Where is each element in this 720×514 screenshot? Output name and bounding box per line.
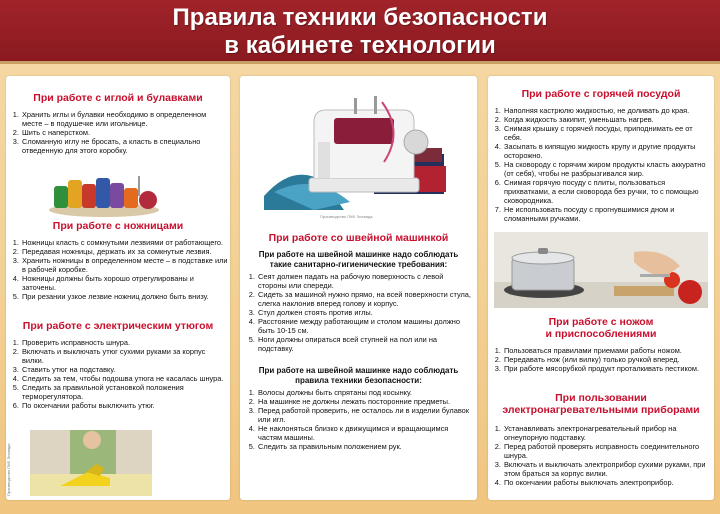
list-item: 2. Перед работой проверять исправность соединительного шнура.	[503, 442, 712, 460]
list-item: 5. Следить за правильным положением рук.	[257, 442, 472, 451]
title-line-2: в кабинете технологии	[224, 32, 496, 59]
list-item: 7. Не использовать посуду с прогнувшимися дном и сломанными ручками.	[503, 205, 712, 223]
list-item: 4. Следить за тем, чтобы подошва утюга не касалась шнура.	[21, 374, 228, 383]
list-item: 2. Сидеть за машиной нужно прямо, на всей поверхности стула, слегка наклонив вперед голову и корпус.	[257, 290, 472, 308]
list-item: 2. Включать и выключать утюг сухими руками за корпус вилки.	[21, 347, 228, 365]
list-item: 3. Ставить утюг на подставку.	[21, 365, 228, 374]
heading-knife-line-2: и приспособлениями	[545, 328, 657, 340]
heading-electric-line-1: При пользовании	[555, 392, 647, 404]
heading-sewing-machine: При работе со швейной машинкой	[268, 232, 449, 244]
heading-scissors: При работе с ножницами	[52, 220, 184, 232]
heading-hot-dishes: При работе с горячей посудой	[521, 88, 681, 100]
list-item: 4. Засыпать в кипящую жидкость крупу и другие продукты осторожно.	[503, 142, 712, 160]
list-item: 2. Передавая ножницы, держать их за сомкнутые лезвия.	[21, 247, 228, 256]
heading-electric	[488, 392, 714, 416]
list-item: 1. Волосы должны быть спрятаны под косынку.	[257, 388, 472, 397]
list-item: 3. Включать и выключать электроприбор сухими руками, при этом браться за корпус вилки.	[503, 460, 712, 478]
list-electric	[492, 424, 712, 487]
column-kitchen	[488, 76, 714, 500]
list-knife	[492, 346, 712, 373]
list-item: 2. Шить с наперстком.	[21, 128, 228, 137]
column-sewing-machine	[240, 76, 477, 500]
title-line-1: Правила техники безопасности	[172, 4, 548, 31]
page-title	[0, 4, 720, 60]
list-item: 3. Снимая крышку с горячей посуды, приподнимать ее от себя.	[503, 124, 712, 142]
list-item: 4. Расстояние между работающим и столом машины должно быть 10-15 см.	[257, 317, 472, 335]
list-item: 5. На сковороду с горячим жиром продукты класть аккуратно (от себя), чтобы не разбрызгивался жир.	[503, 160, 712, 178]
list-item: 5. Следить за правильной установкой положения терморегулятора.	[21, 383, 228, 401]
subheading-safety: При работе на швейной машинке надо соблюдать правила техники безопасности:	[258, 366, 459, 385]
list-item: 5. При резании узкое лезвие ножниц должно быть внизу.	[21, 292, 228, 301]
heading-knife	[488, 316, 714, 340]
heading-needles: При работе с иглой и булавками	[33, 92, 203, 104]
list-iron	[10, 338, 228, 410]
column-sewing-tools	[6, 76, 230, 500]
list-item: 4. Не наклоняться близко к движущимся и вращающимся частям машины.	[257, 424, 472, 442]
list-hot-dishes	[492, 106, 712, 223]
list-item: 6. По окончании работы выключить утюг.	[21, 401, 228, 410]
list-item: 2. Передавать нож (или вилку) только ручкой вперед.	[503, 355, 712, 364]
list-item: 1. Проверить исправность шнура.	[21, 338, 228, 347]
list-item: 2. На машинке не должны лежать посторонние предметы.	[257, 397, 472, 406]
list-item: 3. Стул должен стоять против иглы.	[257, 308, 472, 317]
list-item: 3. Сломанную иглу не бросать, а класть в специально отведенную для этого коробку.	[21, 137, 228, 155]
list-safety	[246, 388, 472, 451]
list-item: 3. При работе мясорубкой продукт проталкивать пестиком.	[503, 364, 712, 373]
list-scissors	[10, 238, 228, 301]
list-item: 1. Сеят должен падать на рабочую поверхность с левой стороны или спереди.	[257, 272, 472, 290]
kitchen-image	[494, 232, 708, 308]
side-credit: Производство ПКФ Эльвида	[6, 443, 11, 496]
thread-spools-image	[44, 168, 164, 218]
subheading-hygiene: При работе на швейной машинке надо соблюдать такие санитарно-гигиенические требования:	[258, 250, 459, 269]
list-hygiene	[246, 272, 472, 353]
list-item: 6. Снимая горячую посуду с плиты, пользоваться прихватками, а если сковорода без ручки, то с помощью сковородника.	[503, 178, 712, 205]
heading-iron: При работе с электрическим утюгом	[22, 320, 214, 332]
list-item: 3. Перед работой проверить, не осталось ли в изделии булавок или игл.	[257, 406, 472, 424]
iron-image	[30, 430, 152, 496]
image-credit: Производство ПКФ Эльвида	[320, 214, 373, 219]
heading-knife-line-1: При работе с ножом	[548, 316, 654, 328]
list-item: 3. Хранить ножницы в определенном месте – в подставке или в рабочей коробке.	[21, 256, 228, 274]
list-item: 4. По окончании работы выключать электроприбор.	[503, 478, 712, 487]
list-item: 2. Когда жидкость закипит, уменьшать нагрев.	[503, 115, 712, 124]
sewing-machine-image	[254, 92, 459, 212]
list-item: 1. Устанавливать электронагревательный прибор на огнеупорную подставку.	[503, 424, 712, 442]
list-item: 1. Ножницы класть с сомкнутыми лезвиями от работающего.	[21, 238, 228, 247]
list-item: 1. Хранить иглы и булавки необходимо в определенном месте – в подушечке или игольнице.	[21, 110, 228, 128]
list-item: 5. Ноги должны опираться всей ступней на пол или на подставку.	[257, 335, 472, 353]
list-item: 1. Пользоваться правилами приемами работы ножом.	[503, 346, 712, 355]
list-needles	[10, 110, 228, 155]
heading-electric-line-2: электронагревательными приборами	[502, 404, 700, 416]
list-item: 1. Наполняя кастрюлю жидкостью, не доливать до края.	[503, 106, 712, 115]
list-item: 4. Ножницы должны быть хорошо отрегулированы и заточены.	[21, 274, 228, 292]
